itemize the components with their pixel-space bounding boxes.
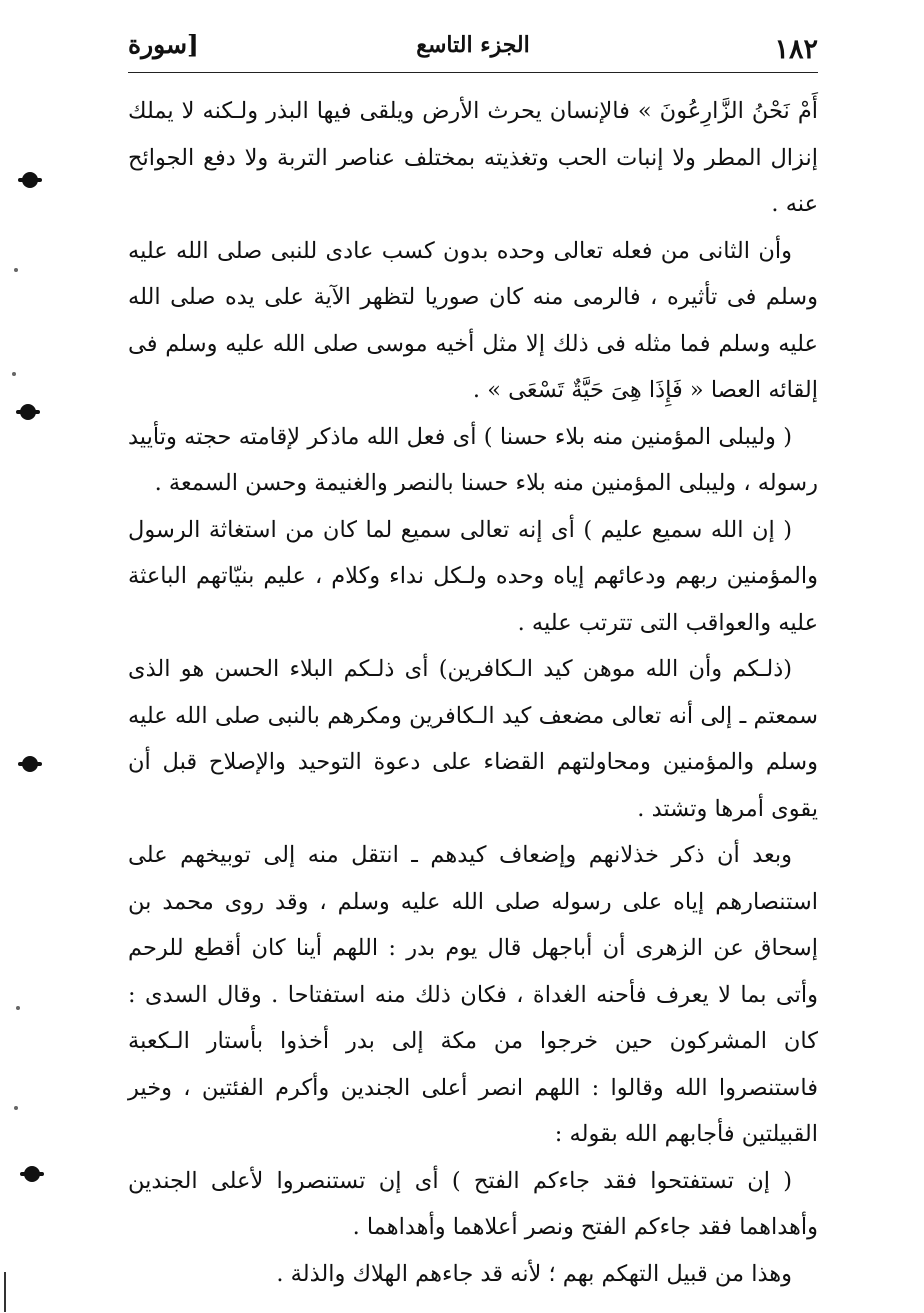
paragraph-3: ( وليبلى المؤمنين منه بلاء حسنا ) أى فعل الله ماذكر لإقامته حجته وتأييد رسوله ، وليبلى المؤمنين منه بلاء حسنا بالنصر والغنيمة وحسن السمعة . — [128, 423, 818, 496]
paragraph-8: وهذا من قبيل التهكم بهم ؛ لأنه قد جاءهم الهلاك والذلة . — [276, 1260, 792, 1287]
scan-speck — [14, 1106, 18, 1110]
scan-speck — [14, 268, 18, 272]
body-text — [128, 88, 818, 1297]
paragraph-4: ( إن الله سميع عليم ) أى إنه تعالى سميع لما كان من استغاثة الرسول والمؤمنين ربهم ودعائهم إياه وحده ولـكل نداء وكلام ، عليم بنيّاتهم الباعثة عليه والعواقب التى تترتب عليه . — [128, 516, 818, 636]
binding-hole-mark — [20, 404, 36, 420]
surah-label: [سورة — [128, 30, 199, 59]
paragraph-6: وبعد أن ذكر خذلانهم وإضعاف كيدهم ـ انتقل منه إلى توبيخهم على استنصارهم إياه على رسوله صلى الله عليه وسلم ، وقد روى محمد بن إسحاق عن الزهرى أن أباجهل قال يوم بدر : اللهم أينا كان أقطع للرحم وأتى بما لا يعرف فأحنه الغداة ، فكان ذلك منه استفتاحا . وقال السدى : كان المشركون حين خرجوا من مكة إلى بدر أخذوا بأستار الـكعبة فاستنصروا الله وقالوا : اللهم انصر أعلى الجندين وأكرم الفئتين ، وخير القبيلتين فأجابهم الله بقوله : — [128, 842, 818, 1147]
binding-hole-mark — [22, 172, 38, 188]
paragraph-5: (ذلـكم وأن الله موهن كيد الـكافرين) أى ذلـكم البلاء الحسن هو الذى سمعتم ـ إلى أنه تعالى مضعف كيد الـكافرين ومكرهم بالنبى صلى الله عليه وسلم والمؤمنين ومحاولتهم القضاء على دعوة التوحيد والإصلاح قبل أن يقوى أمرها وتشتد . — [128, 656, 818, 822]
binding-hole-mark — [22, 756, 38, 772]
scan-speck — [12, 372, 16, 376]
scan-speck — [16, 1006, 20, 1010]
page-header — [128, 28, 818, 70]
paragraph-7: ( إن تستفتحوا فقد جاءكم الفتح ) أى إن تستنصروا لأعلى الجندين وأهداهما فقد جاءكم الفتح ونصر أعلاهما وأهداهما . — [128, 1167, 818, 1240]
scan-edge-line — [4, 1272, 6, 1312]
header-rule — [128, 72, 818, 73]
paragraph-1: أَمْ نَحْنُ الزَّارِعُونَ » فالإنسان يحرث الأرض ويلقى فيها البذر ولـكنه لا يملك إنزال المطر ولا إنبات الحب وتغذيته بمختلف عناصر التربة ولا دفع الجوائح عنه . — [128, 98, 818, 217]
page-number: ١٨٢ — [774, 34, 818, 65]
paragraph-2: وأن الثانى من فعله تعالى وحده بدون كسب عادى للنبى صلى الله عليه وسلم فى تأثيره ، فالرمى منه كان صوريا لتظهر الآية على يده صلى الله عليه وسلم فما مثله فى ذلك إلا مثل أخيه موسى صلى الله عليه وسلم فى إلقائه العصا « فَإِذَا هِىَ حَيَّةٌ تَسْعَى » . — [128, 237, 818, 403]
running-title: الجزء التاسع — [416, 32, 530, 58]
binding-hole-mark — [24, 1166, 40, 1182]
